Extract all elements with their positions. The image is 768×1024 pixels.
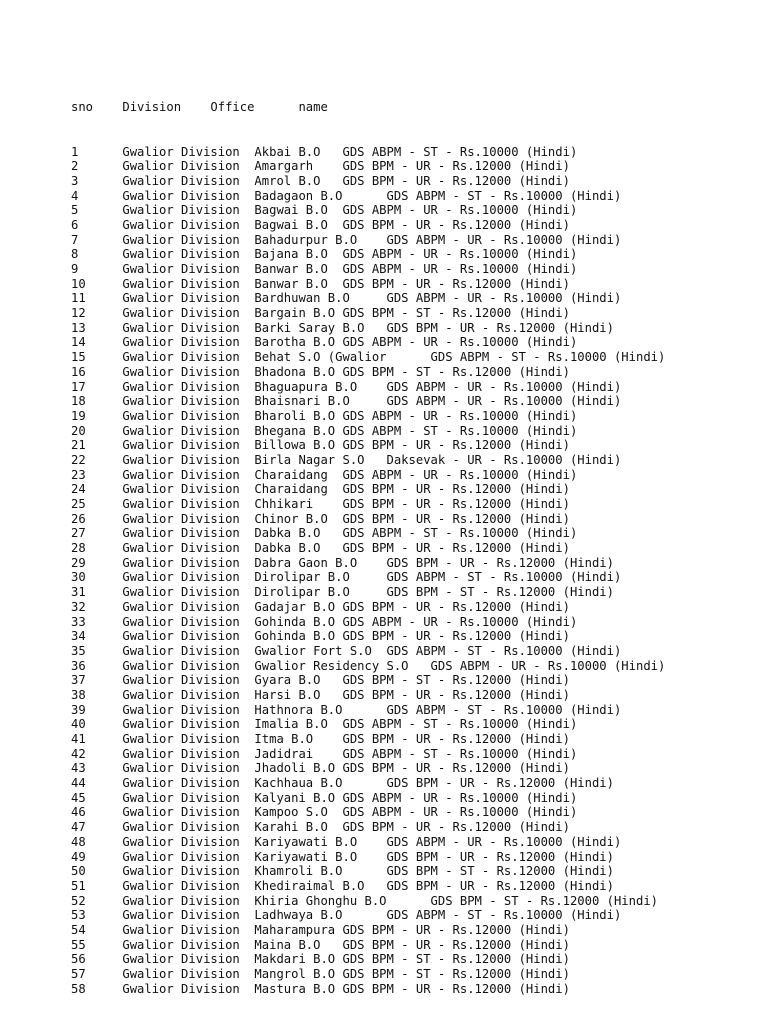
table-row: 53 Gwalior Division Ladhwaya B.O GDS ABPM - ST - Rs.10000 (Hindi) [71, 908, 622, 923]
table-row: 14 Gwalior Division Barotha B.O GDS ABPM - UR - Rs.10000 (Hindi) [71, 335, 578, 350]
document-body [71, 71, 665, 1011]
table-row: 47 Gwalior Division Karahi B.O GDS BPM - UR - Rs.12000 (Hindi) [71, 820, 570, 835]
table-row: 22 Gwalior Division Birla Nagar S.O Daksevak - UR - Rs.10000 (Hindi) [71, 452, 622, 467]
table-row: 7 Gwalior Division Bahadurpur B.O GDS ABPM - UR - Rs.10000 (Hindi) [71, 232, 622, 247]
table-row: 48 Gwalior Division Kariyawati B.O GDS ABPM - UR - Rs.10000 (Hindi) [71, 834, 622, 849]
table-row: 43 Gwalior Division Jhadoli B.O GDS BPM - UR - Rs.12000 (Hindi) [71, 761, 570, 776]
table-row: 55 Gwalior Division Maina B.O GDS BPM - UR - Rs.12000 (Hindi) [71, 937, 570, 952]
table-row: 33 Gwalior Division Gohinda B.O GDS ABPM - UR - Rs.10000 (Hindi) [71, 614, 578, 629]
table-row: 19 Gwalior Division Bharoli B.O GDS ABPM - UR - Rs.10000 (Hindi) [71, 408, 578, 423]
table-row: 2 Gwalior Division Amargarh GDS BPM - UR - Rs.12000 (Hindi) [71, 159, 570, 174]
table-row: 23 Gwalior Division Charaidang GDS ABPM - UR - Rs.10000 (Hindi) [71, 467, 578, 482]
table-row: 45 Gwalior Division Kalyani B.O GDS ABPM - UR - Rs.10000 (Hindi) [71, 790, 578, 805]
table-row: 4 Gwalior Division Badagaon B.O GDS ABPM - ST - Rs.10000 (Hindi) [71, 188, 622, 203]
table-header: sno Division Office name [71, 100, 328, 115]
table-row: 52 Gwalior Division Khiria Ghonghu B.O GDS BPM - ST - Rs.12000 (Hindi) [71, 893, 658, 908]
table-row: 3 Gwalior Division Amrol B.O GDS BPM - UR - Rs.12000 (Hindi) [71, 173, 570, 188]
table-row: 35 Gwalior Division Gwalior Fort S.O GDS ABPM - ST - Rs.10000 (Hindi) [71, 643, 622, 658]
table-row: 46 Gwalior Division Kampoo S.O GDS ABPM - UR - Rs.10000 (Hindi) [71, 805, 578, 820]
table-row: 21 Gwalior Division Billowa B.O GDS BPM - UR - Rs.12000 (Hindi) [71, 438, 570, 453]
table-row: 27 Gwalior Division Dabka B.O GDS ABPM - ST - Rs.10000 (Hindi) [71, 526, 578, 541]
table-row: 17 Gwalior Division Bhaguapura B.O GDS ABPM - UR - Rs.10000 (Hindi) [71, 379, 622, 394]
table-row: 6 Gwalior Division Bagwai B.O GDS BPM - UR - Rs.12000 (Hindi) [71, 217, 570, 232]
table-row: 25 Gwalior Division Chhikari GDS BPM - UR - Rs.12000 (Hindi) [71, 497, 570, 511]
table-row: 58 Gwalior Division Mastura B.O GDS BPM - UR - Rs.12000 (Hindi) [71, 981, 570, 996]
table-row: 24 Gwalior Division Charaidang GDS BPM - UR - Rs.12000 (Hindi) [71, 482, 570, 497]
table-row: 34 Gwalior Division Gohinda B.O GDS BPM - UR - Rs.12000 (Hindi) [71, 629, 570, 644]
table-row: 12 Gwalior Division Bargain B.O GDS BPM - ST - Rs.12000 (Hindi) [71, 306, 570, 321]
table-row: 29 Gwalior Division Dabra Gaon B.O GDS BPM - UR - Rs.12000 (Hindi) [71, 555, 614, 570]
table-row: 26 Gwalior Division Chinor B.O GDS BPM - UR - Rs.12000 (Hindi) [71, 511, 570, 526]
table-row: 51 Gwalior Division Khediraimal B.O GDS BPM - UR - Rs.12000 (Hindi) [71, 878, 614, 893]
table-row: 56 Gwalior Division Makdari B.O GDS BPM - ST - Rs.12000 (Hindi) [71, 952, 570, 967]
table-row: 44 Gwalior Division Kachhaua B.O GDS BPM - UR - Rs.12000 (Hindi) [71, 776, 614, 791]
table-row: 30 Gwalior Division Dirolipar B.O GDS ABPM - ST - Rs.10000 (Hindi) [71, 570, 622, 585]
table-row: 16 Gwalior Division Bhadona B.O GDS BPM - ST - Rs.12000 (Hindi) [71, 364, 570, 379]
table-row: 20 Gwalior Division Bhegana B.O GDS ABPM - ST - Rs.10000 (Hindi) [71, 423, 578, 438]
table-row: 54 Gwalior Division Maharampura GDS BPM - UR - Rs.12000 (Hindi) [71, 922, 570, 937]
table-row: 10 Gwalior Division Banwar B.O GDS BPM - UR - Rs.12000 (Hindi) [71, 276, 570, 291]
table-row: 36 Gwalior Division Gwalior Residency S.O GDS ABPM - UR - Rs.10000 (Hindi) [71, 658, 666, 673]
table-row: 8 Gwalior Division Bajana B.O GDS ABPM - UR - Rs.10000 (Hindi) [71, 247, 578, 262]
table-row: 32 Gwalior Division Gadajar B.O GDS BPM - UR - Rs.12000 (Hindi) [71, 599, 570, 614]
table-row: 28 Gwalior Division Dabka B.O GDS BPM - UR - Rs.12000 (Hindi) [71, 541, 570, 556]
table-row: 41 Gwalior Division Itma B.O GDS BPM - UR - Rs.12000 (Hindi) [71, 732, 570, 746]
table-row: 18 Gwalior Division Bhaisnari B.O GDS ABPM - UR - Rs.10000 (Hindi) [71, 394, 622, 409]
table-row: 9 Gwalior Division Banwar B.O GDS ABPM - UR - Rs.10000 (Hindi) [71, 262, 578, 276]
table-row: 1 Gwalior Division Akbai B.O GDS ABPM - ST - Rs.10000 (Hindi) [71, 144, 578, 159]
table-row: 15 Gwalior Division Behat S.O (Gwalior GDS ABPM - ST - Rs.10000 (Hindi) [71, 350, 666, 365]
table-row: 37 Gwalior Division Gyara B.O GDS BPM - ST - Rs.12000 (Hindi) [71, 673, 570, 688]
table-row: 50 Gwalior Division Khamroli B.O GDS BPM - ST - Rs.12000 (Hindi) [71, 864, 614, 879]
table-row: 5 Gwalior Division Bagwai B.O GDS ABPM - UR - Rs.10000 (Hindi) [71, 203, 578, 218]
table-row: 38 Gwalior Division Harsi B.O GDS BPM - UR - Rs.12000 (Hindi) [71, 687, 570, 702]
table-row: 42 Gwalior Division Jadidrai GDS ABPM - ST - Rs.10000 (Hindi) [71, 746, 578, 761]
table-row: 49 Gwalior Division Kariyawati B.O GDS BPM - UR - Rs.12000 (Hindi) [71, 849, 614, 864]
table-row: 11 Gwalior Division Bardhuwan B.O GDS ABPM - UR - Rs.10000 (Hindi) [71, 291, 622, 306]
table-row: 39 Gwalior Division Hathnora B.O GDS ABPM - ST - Rs.10000 (Hindi) [71, 702, 622, 717]
table-row: 57 Gwalior Division Mangrol B.O GDS BPM - ST - Rs.12000 (Hindi) [71, 967, 570, 981]
table-row: 31 Gwalior Division Dirolipar B.O GDS BPM - ST - Rs.12000 (Hindi) [71, 585, 614, 600]
table-rows [71, 145, 665, 997]
table-row: 40 Gwalior Division Imalia B.O GDS ABPM - ST - Rs.10000 (Hindi) [71, 717, 578, 732]
table-row: 13 Gwalior Division Barki Saray B.O GDS BPM - UR - Rs.12000 (Hindi) [71, 320, 614, 335]
